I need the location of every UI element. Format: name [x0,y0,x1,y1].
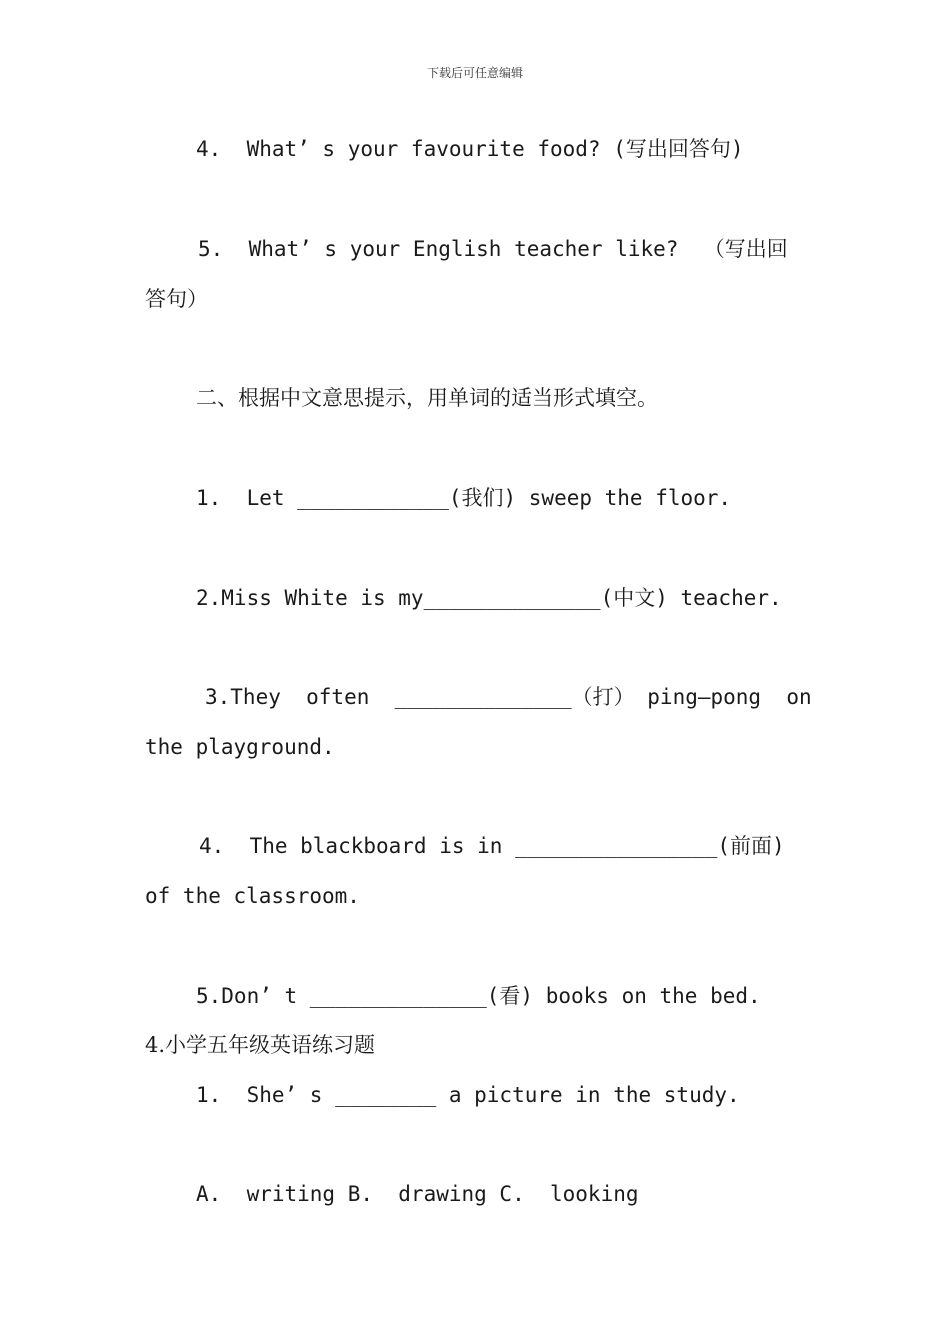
fill-in-item: 3.They often ______________（打） ping—pong on [205,685,812,709]
fill-in-item-continuation: of the classroom. [145,884,360,908]
fill-in-item: 2.Miss White is my______________(中文) teacher. [196,586,782,610]
page-header: 下载后可任意编辑 [426,66,523,80]
section-title: 4.小学五年级英语练习题 [145,1033,376,1057]
fill-in-item: 4. The blackboard is in ________________(前面) [199,834,785,858]
question-line: 4. What’ s your favourite food? (写出回答句) [196,137,744,161]
question-line: 5. What’ s your English teacher like? （写出回 [198,237,788,261]
choice-options: A. writing B. drawing C. looking [196,1182,639,1206]
fill-in-item-continuation: the playground. [145,735,335,759]
section-heading: 二、根据中文意思提示，用单词的适当形式填空。 [196,386,658,410]
choice-question: 1. She’ s ________ a picture in the study. [196,1083,740,1107]
fill-in-item: 1. Let ____________(我们) sweep the floor. [196,486,732,510]
question-line-continuation: 答句） [145,287,208,311]
fill-in-item: 5.Don’ t ______________(看) books on the bed. [196,984,761,1008]
